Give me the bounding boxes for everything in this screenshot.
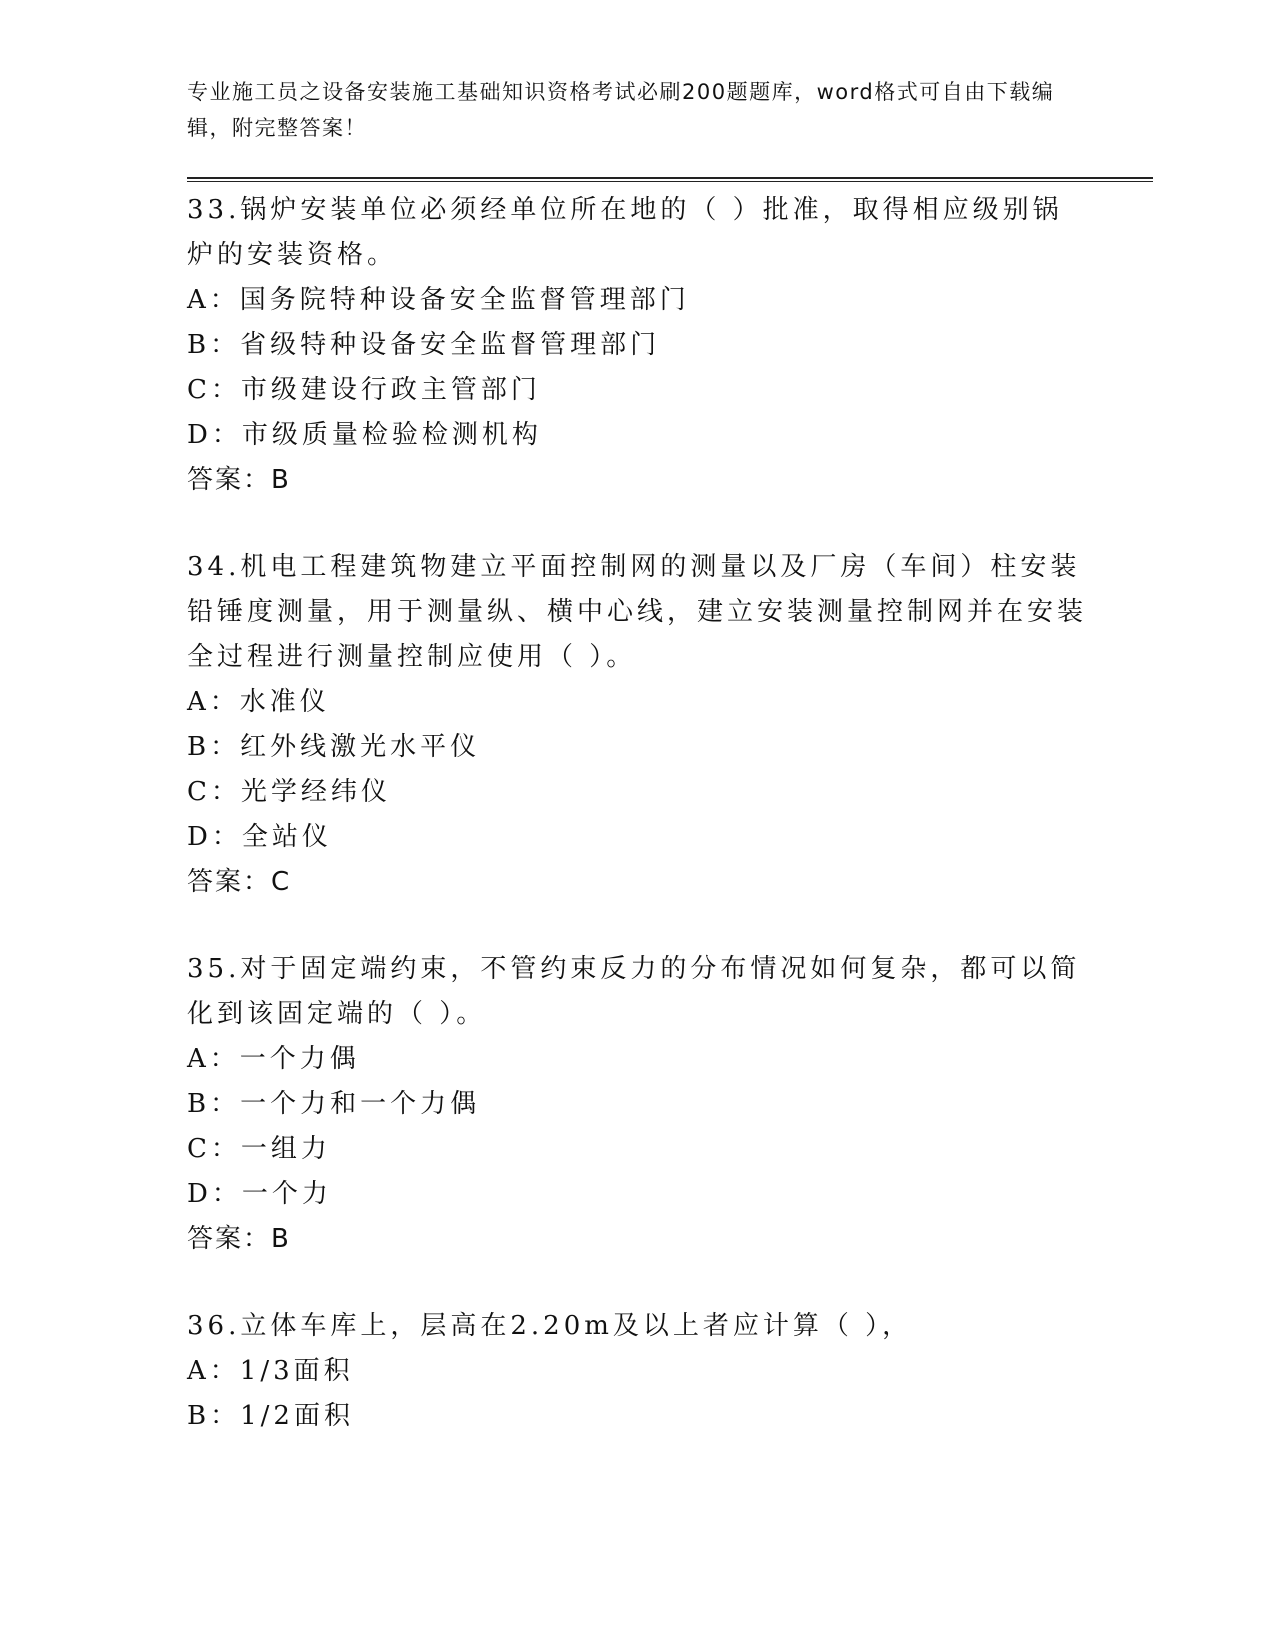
answer: 答案：B	[187, 1224, 291, 1254]
question-33	[187, 188, 1087, 503]
question-list	[187, 188, 1087, 1481]
question-text: 34.机电工程建筑物建立平面控制网的测量以及厂房（车间）柱安装铅锤度测量，用于测量纵、横中心线，建立安装测量控制网并在安装全过程进行测量控制应使用（ ）。	[187, 552, 1088, 672]
option-a: A：国务院特种设备安全监督管理部门	[187, 285, 690, 315]
question-35	[187, 947, 1087, 1262]
option-c: C：市级建设行政主管部门	[187, 375, 541, 405]
option-a: A：1/3面积	[187, 1356, 354, 1386]
option-b: B：红外线激光水平仪	[187, 732, 481, 762]
question-34	[187, 545, 1087, 905]
option-a: A：水准仪	[187, 687, 330, 717]
option-b: B：省级特种设备安全监督管理部门	[187, 330, 661, 360]
answer: 答案：B	[187, 465, 291, 495]
option-c: C：光学经纬仪	[187, 777, 391, 807]
option-b: B：1/2面积	[187, 1401, 354, 1431]
option-a: A：一个力偶	[187, 1044, 360, 1074]
option-b: B：一个力和一个力偶	[187, 1089, 481, 1119]
header-divider	[187, 177, 1153, 182]
question-text: 36.立体车库上，层高在2.20m及以上者应计算（ ），	[187, 1311, 913, 1341]
document-header: 专业施工员之设备安装施工基础知识资格考试必刷200题题库，word格式可自由下载编辑，附完整答案！	[187, 80, 1055, 140]
question-text: 35.对于固定端约束，不管约束反力的分布情况如何复杂，都可以简化到该固定端的（ ）。	[187, 954, 1081, 1029]
option-c: C：一组力	[187, 1134, 331, 1164]
option-d: D：一个力	[187, 1179, 332, 1209]
question-text: 33.锅炉安装单位必须经单位所在地的（ ）批准，取得相应级别锅炉的安装资格。	[187, 195, 1063, 270]
answer: 答案：C	[187, 867, 292, 897]
question-36	[187, 1304, 1087, 1439]
option-d: D：市级质量检验检测机构	[187, 420, 542, 450]
option-d: D：全站仪	[187, 822, 332, 852]
